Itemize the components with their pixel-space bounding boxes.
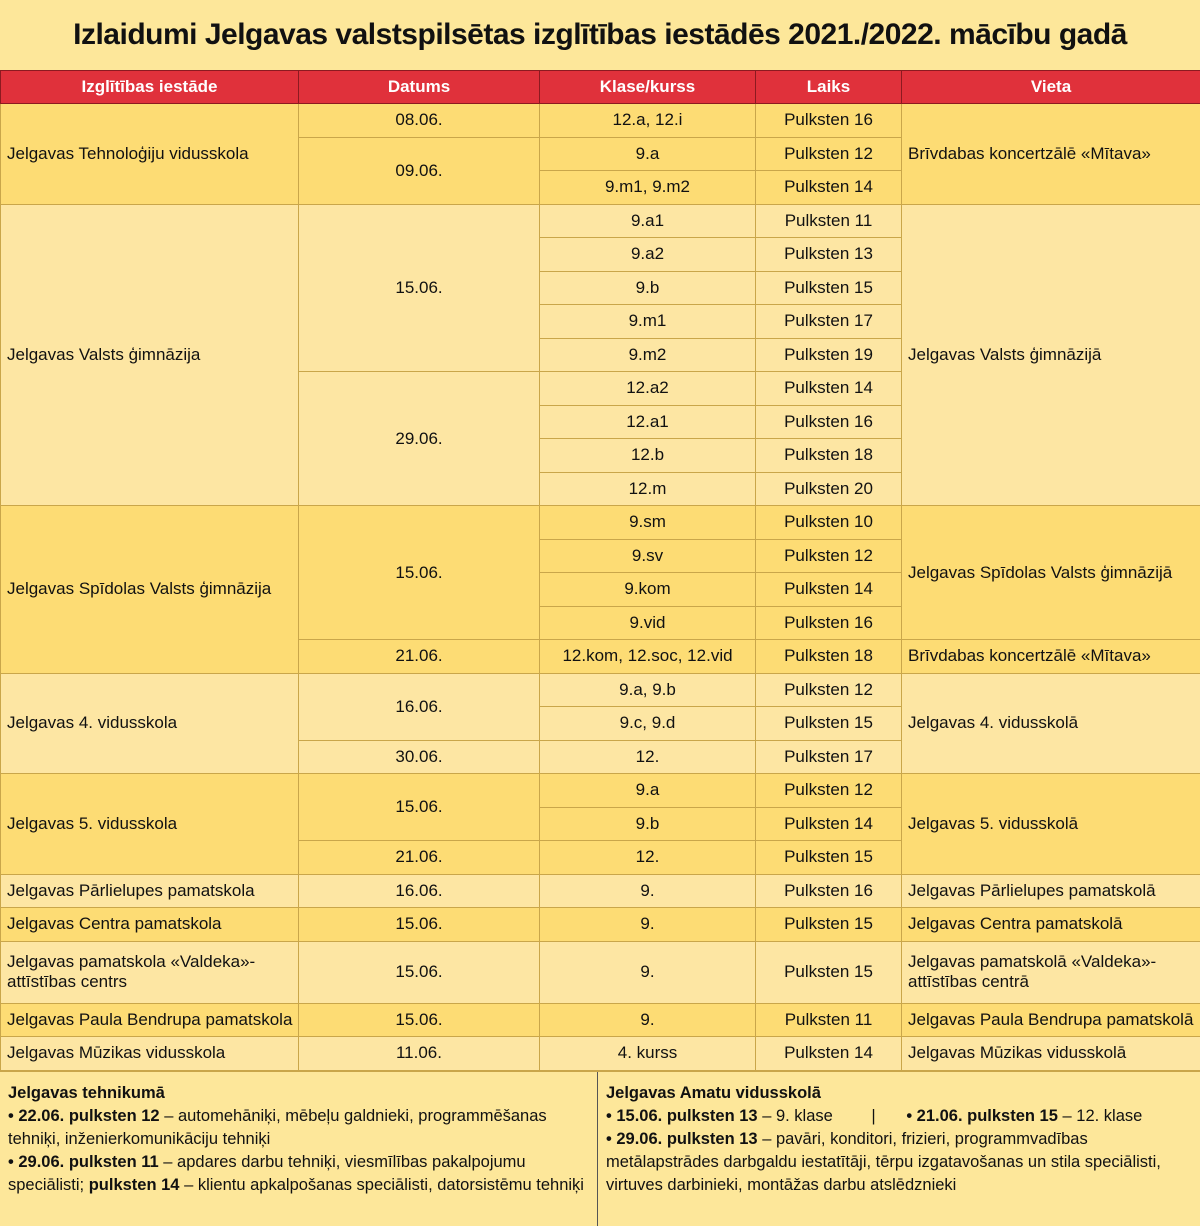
cell-school: Jelgavas Centra pamatskola [1, 908, 299, 942]
cell-place: Jelgavas Centra pamatskolā [902, 908, 1200, 942]
tehnikums-item-1 [8, 1105, 589, 1151]
cell-class: 9.a2 [540, 238, 756, 272]
cell-place: Jelgavas 5. vidusskolā [902, 774, 1200, 875]
tehnikums-item-2-text2: – klientu apkalpošanas speciālisti, datorsistēmu tehniķi [180, 1176, 584, 1194]
cell-time: Pulksten 17 [756, 740, 902, 774]
cell-date: 15.06. [299, 774, 540, 841]
cell-date: 15.06. [299, 204, 540, 372]
cell-class: 9.a, 9.b [540, 673, 756, 707]
cell-class: 9.m1 [540, 305, 756, 339]
cell-time: Pulksten 20 [756, 472, 902, 506]
tehnikums-heading: Jelgavas tehnikumā [8, 1082, 589, 1105]
cell-class: 9. [540, 908, 756, 942]
amatu-item-3-date: • 29.06. pulksten 13 [606, 1130, 758, 1148]
cell-class: 9.sm [540, 506, 756, 540]
cell-time: Pulksten 12 [756, 539, 902, 573]
amatu-item-1-text: – 9. klase [758, 1107, 833, 1125]
cell-place: Brīvdabas koncertzālē «Mītava» [902, 104, 1200, 205]
cell-school: Jelgavas Tehnoloģiju vidusskola [1, 104, 299, 205]
cell-class: 12.m [540, 472, 756, 506]
cell-class: 12. [540, 740, 756, 774]
cell-class: 9.m1, 9.m2 [540, 171, 756, 205]
header-place: Vieta [902, 71, 1200, 104]
cell-class: 9. [540, 1003, 756, 1037]
cell-time: Pulksten 12 [756, 673, 902, 707]
cell-school: Jelgavas Spīdolas Valsts ģimnāzija [1, 506, 299, 674]
header-school: Izglītības iestāde [1, 71, 299, 104]
table-row [1, 874, 1200, 908]
amatu-item-3 [606, 1128, 1192, 1197]
cell-place: Jelgavas Paula Bendrupa pamatskolā [902, 1003, 1200, 1037]
cell-date: 15.06. [299, 506, 540, 640]
cell-date: 30.06. [299, 740, 540, 774]
cell-time: Pulksten 13 [756, 238, 902, 272]
table-row [1, 506, 1200, 540]
header-time: Laiks [756, 71, 902, 104]
cell-time: Pulksten 14 [756, 171, 902, 205]
cell-date: 29.06. [299, 372, 540, 506]
cell-time: Pulksten 18 [756, 640, 902, 674]
cell-school: Jelgavas Paula Bendrupa pamatskola [1, 1003, 299, 1037]
cell-class: 9.b [540, 271, 756, 305]
cell-time: Pulksten 14 [756, 573, 902, 607]
cell-class: 12.a, 12.i [540, 104, 756, 138]
cell-class: 9.vid [540, 606, 756, 640]
cell-time: Pulksten 16 [756, 405, 902, 439]
cell-time: Pulksten 10 [756, 506, 902, 540]
cell-place: Jelgavas Valsts ģimnāzijā [902, 204, 1200, 506]
tehnikums-item-2-text: – apdares darbu tehniķi, viesmīlības pakalpojumu speciālisti; [8, 1153, 526, 1194]
graduation-table [0, 70, 1200, 1071]
cell-place: Jelgavas Pārlielupes pamatskolā [902, 874, 1200, 908]
table-row [1, 1003, 1200, 1037]
amatu-heading: Jelgavas Amatu vidusskolā [606, 1082, 1192, 1105]
cell-class: 9.kom [540, 573, 756, 607]
cell-school: Jelgavas 5. vidusskola [1, 774, 299, 875]
cell-date: 21.06. [299, 841, 540, 875]
cell-class: 9.sv [540, 539, 756, 573]
tehnikums-notes [0, 1072, 598, 1226]
cell-date: 21.06. [299, 640, 540, 674]
cell-class: 9.a [540, 137, 756, 171]
page-title: Izlaidumi Jelgavas valstspilsētas izglītības iestādēs 2021./2022. mācību gadā [0, 0, 1200, 70]
cell-date: 11.06. [299, 1037, 540, 1071]
amatu-item-1-date: • 15.06. pulksten 13 [606, 1107, 758, 1125]
cell-time: Pulksten 14 [756, 372, 902, 406]
cell-date: 15.06. [299, 1003, 540, 1037]
tehnikums-item-1-text: – automehāniķi, mēbeļu galdnieki, programmēšanas tehniķi, inženierkomunikāciju tehniķi [8, 1107, 547, 1148]
cell-time: Pulksten 16 [756, 606, 902, 640]
cell-class: 12.a2 [540, 372, 756, 406]
cell-class: 12.kom, 12.soc, 12.vid [540, 640, 756, 674]
table-row [1, 908, 1200, 942]
cell-place: Jelgavas Mūzikas vidusskolā [902, 1037, 1200, 1071]
table-row [1, 941, 1200, 1003]
cell-class: 9.a1 [540, 204, 756, 238]
cell-time: Pulksten 16 [756, 104, 902, 138]
table-row [1, 673, 1200, 707]
cell-date: 09.06. [299, 137, 540, 204]
amatu-item-3-text: – pavāri, konditori, frizieri, programmvadības metālapstrādes darbgaldu iestatītāji, tērpu izgatavošanas un stila speciālisti, virtuves darbinieki, montāžas darbu atslēdznieki [606, 1130, 1161, 1194]
cell-time: Pulksten 12 [756, 774, 902, 808]
header-class: Klase/kurss [540, 71, 756, 104]
cell-time: Pulksten 15 [756, 908, 902, 942]
table-row [1, 104, 1200, 138]
cell-place: Jelgavas Spīdolas Valsts ģimnāzijā [902, 506, 1200, 640]
cell-date: 08.06. [299, 104, 540, 138]
cell-class: 9.c, 9.d [540, 707, 756, 741]
cell-class: 12.b [540, 439, 756, 473]
cell-class: 12.a1 [540, 405, 756, 439]
amatu-notes [598, 1072, 1200, 1226]
cell-school: Jelgavas Mūzikas vidusskola [1, 1037, 299, 1071]
amatu-separator: | [871, 1107, 875, 1125]
amatu-item-1 [606, 1105, 1192, 1128]
cell-date: 16.06. [299, 673, 540, 740]
cell-date: 15.06. [299, 908, 540, 942]
cell-time: Pulksten 14 [756, 1037, 902, 1071]
cell-class: 9.m2 [540, 338, 756, 372]
cell-time: Pulksten 15 [756, 271, 902, 305]
cell-time: Pulksten 15 [756, 841, 902, 875]
cell-class: 9. [540, 874, 756, 908]
tehnikums-item-2-time: pulksten 14 [89, 1176, 180, 1194]
cell-school: Jelgavas Pārlielupes pamatskola [1, 874, 299, 908]
cell-time: Pulksten 11 [756, 1003, 902, 1037]
cell-class: 12. [540, 841, 756, 875]
cell-school: Jelgavas pamatskola «Valdeka»-attīstības centrs [1, 941, 299, 1003]
cell-place: Jelgavas 4. vidusskolā [902, 673, 1200, 774]
cell-time: Pulksten 15 [756, 941, 902, 1003]
cell-time: Pulksten 11 [756, 204, 902, 238]
cell-class: 9. [540, 941, 756, 1003]
cell-time: Pulksten 16 [756, 874, 902, 908]
amatu-item-2-date: • 21.06. pulksten 15 [906, 1107, 1058, 1125]
cell-date: 15.06. [299, 941, 540, 1003]
cell-class: 9.b [540, 807, 756, 841]
cell-school: Jelgavas Valsts ģimnāzija [1, 204, 299, 506]
table-row [1, 1037, 1200, 1071]
table-row [1, 774, 1200, 808]
cell-time: Pulksten 14 [756, 807, 902, 841]
footer-notes [0, 1071, 1200, 1226]
cell-place: Brīvdabas koncertzālē «Mītava» [902, 640, 1200, 674]
cell-place: Jelgavas pamatskolā «Valdeka»-attīstības centrā [902, 941, 1200, 1003]
table-row [1, 204, 1200, 238]
cell-time: Pulksten 19 [756, 338, 902, 372]
header-date: Datums [299, 71, 540, 104]
cell-time: Pulksten 18 [756, 439, 902, 473]
cell-school: Jelgavas 4. vidusskola [1, 673, 299, 774]
tehnikums-item-2 [8, 1151, 589, 1197]
amatu-item-2-text: – 12. klase [1058, 1107, 1142, 1125]
cell-date: 16.06. [299, 874, 540, 908]
cell-time: Pulksten 12 [756, 137, 902, 171]
cell-class: 4. kurss [540, 1037, 756, 1071]
tehnikums-item-2-date: • 29.06. pulksten 11 [8, 1153, 159, 1171]
cell-time: Pulksten 15 [756, 707, 902, 741]
tehnikums-item-1-date: • 22.06. pulksten 12 [8, 1107, 160, 1125]
cell-time: Pulksten 17 [756, 305, 902, 339]
cell-class: 9.a [540, 774, 756, 808]
table-header [1, 71, 1200, 104]
